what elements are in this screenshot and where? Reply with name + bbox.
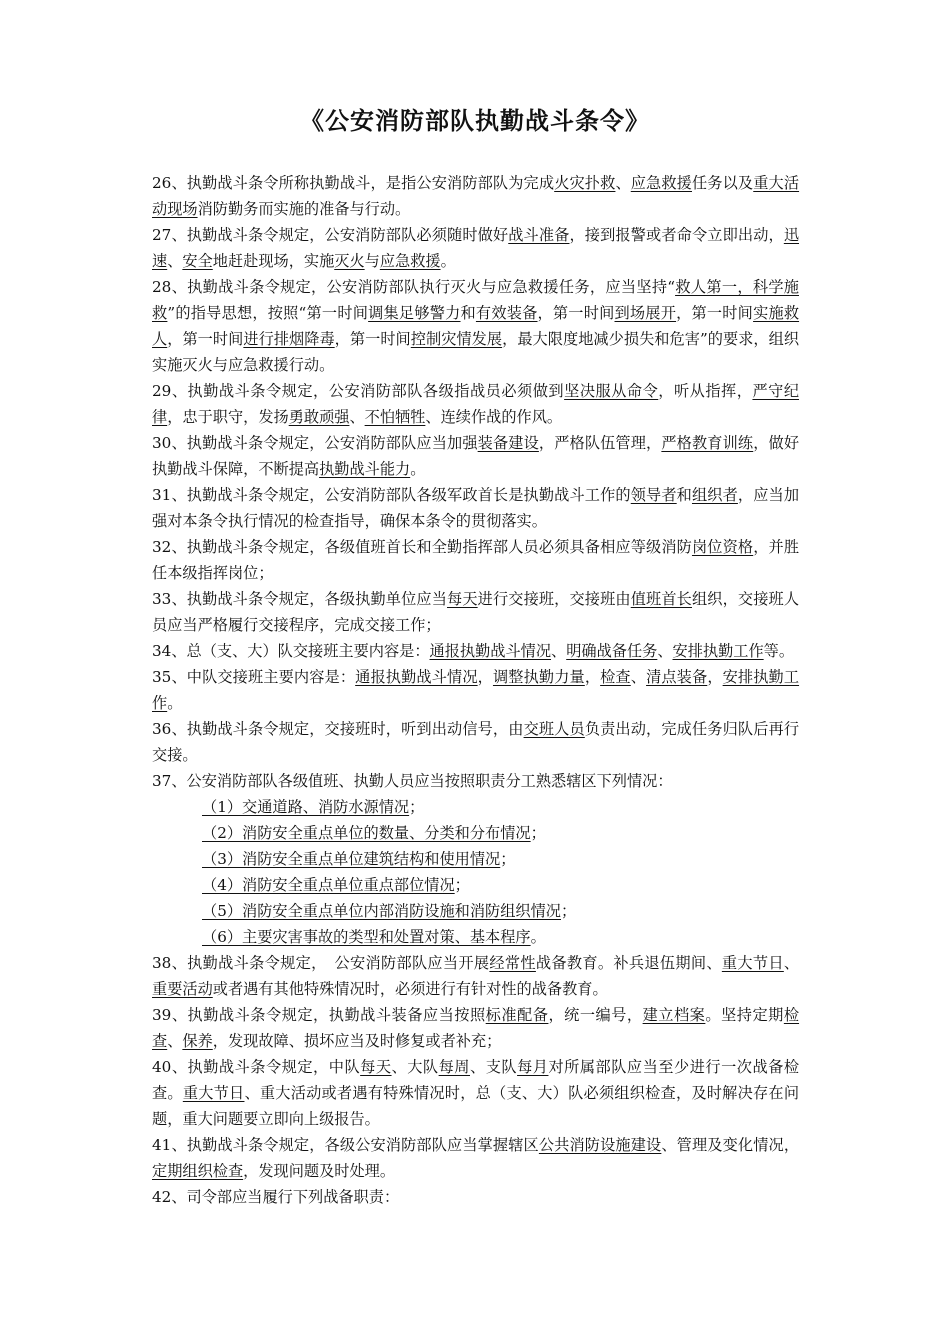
underlined-term: 装备建设 bbox=[477, 434, 539, 452]
text-run: 38、执勤战斗条令规定， 公安消防部队应当开展 bbox=[152, 954, 490, 972]
underlined-term: 重大活动现场 bbox=[152, 174, 800, 218]
text-run: 37、公安消防部队各级值班、执勤人员应当按照职责分工熟悉辖区下列情况： bbox=[152, 772, 673, 790]
sub-item-list bbox=[152, 794, 799, 950]
underlined-term: 安排执勤工作 bbox=[672, 642, 764, 660]
text-run: ， bbox=[707, 668, 723, 686]
text-run: ， bbox=[477, 668, 493, 686]
text-run: 或者遇有其他特殊情况时，必须进行有针对性的战备教育。 bbox=[212, 980, 608, 998]
paragraph-p35 bbox=[152, 664, 799, 716]
text-run: 、 bbox=[630, 668, 647, 686]
underlined-term: 每周 bbox=[438, 1058, 470, 1076]
underlined-term: 通报执勤战斗情况 bbox=[429, 642, 552, 660]
paragraph-p29 bbox=[152, 378, 799, 430]
text-run: 等。 bbox=[763, 642, 795, 660]
document-body bbox=[152, 170, 799, 1210]
underlined-term: 交班人员 bbox=[523, 720, 585, 738]
text-run: 40、执勤战斗条令规定，中队 bbox=[152, 1058, 361, 1076]
text-run: ，忠于职守，发扬 bbox=[167, 408, 289, 426]
underlined-term: 值班首长 bbox=[630, 590, 692, 608]
text-run: 进行交接班，交接班由 bbox=[477, 590, 631, 608]
underlined-term: （6）主要灾害事故的类型和处置对策、基本程序 bbox=[202, 928, 531, 946]
text-run: 33、执勤战斗条令规定，各级执勤单位应当 bbox=[152, 590, 448, 608]
underlined-term: 不怕牺牲 bbox=[364, 408, 426, 426]
text-run: 、 bbox=[615, 174, 631, 192]
underlined-term: 救人第一，科学施救 bbox=[152, 278, 799, 322]
paragraph-p38 bbox=[152, 950, 799, 1002]
text-run: 、管理及变化情况， bbox=[661, 1136, 800, 1154]
underlined-term: 标准配备 bbox=[485, 1006, 549, 1024]
text-run: 41、执勤战斗条令规定，各级公安消防部队应当掌握辖区 bbox=[152, 1136, 539, 1154]
underlined-term: 重要活动 bbox=[152, 980, 213, 998]
text-run: ，第一时间 bbox=[167, 330, 244, 348]
underlined-term: 每天 bbox=[447, 590, 478, 608]
underlined-term: 严守纪律 bbox=[152, 382, 800, 426]
underlined-term: （3）消防安全重点单位建筑结构和使用情况 bbox=[202, 850, 501, 868]
text-run: 消防勤务而实施的准备与行动。 bbox=[197, 200, 411, 218]
text-run: ，发现故障、损坏应当及时修复或者补充； bbox=[212, 1032, 502, 1050]
paragraph-p26 bbox=[152, 170, 799, 222]
paragraph-p27 bbox=[152, 222, 799, 274]
paragraph-p30 bbox=[152, 430, 799, 482]
text-run: ，应当加强对本条令执行情况的检查指导，确保本条令的贯彻落实。 bbox=[152, 486, 800, 530]
text-run: ，统一编号， bbox=[548, 1006, 643, 1024]
paragraph-p36 bbox=[152, 716, 799, 768]
underlined-term: （4）消防安全重点单位重点部位情况 bbox=[202, 876, 455, 894]
underlined-term: 重大节日 bbox=[721, 954, 784, 972]
text-run: ，接到报警或者命令立即出动， bbox=[569, 226, 784, 244]
text-run: 30、执勤战斗条令规定，公安消防部队应当加强 bbox=[152, 434, 478, 452]
underlined-term: 到场展开 bbox=[614, 304, 677, 322]
paragraph-p37 bbox=[152, 768, 799, 794]
paragraph-p31 bbox=[152, 482, 799, 534]
text-run: 27、执勤战斗条令规定，公安消防部队必须随时做好 bbox=[152, 226, 509, 244]
paragraph-p42 bbox=[152, 1184, 799, 1210]
underlined-term: 清点装备 bbox=[646, 668, 708, 686]
underlined-term: 灭火 bbox=[334, 252, 365, 270]
underlined-term: 实施救人 bbox=[152, 304, 800, 348]
text-run: ； bbox=[530, 824, 546, 842]
underlined-term: （1）交通道路、消防水源情况 bbox=[202, 798, 410, 816]
underlined-term: （2）消防安全重点单位的数量、分类和分布情况 bbox=[202, 824, 531, 842]
text-run: 28、执勤战斗条令规定，公安消防部队执行灭火与应急救援任务，应当坚持“ bbox=[152, 278, 676, 296]
text-run: 组织，交接班人员应当严格履行交接程序，完成交接工作； bbox=[152, 590, 800, 634]
underlined-term: 领导者 bbox=[630, 486, 677, 504]
sub-item bbox=[152, 846, 799, 872]
paragraph-p34 bbox=[152, 638, 799, 664]
paragraph-p28 bbox=[152, 274, 799, 378]
text-run: 、支队 bbox=[470, 1058, 518, 1076]
text-run: 与 bbox=[364, 252, 380, 270]
underlined-term: 战斗准备 bbox=[508, 226, 570, 244]
underlined-term: 重大节日 bbox=[182, 1084, 245, 1102]
paragraphs-before bbox=[152, 170, 799, 794]
underlined-term: 安排执勤工作 bbox=[152, 668, 800, 712]
underlined-term: 调整执勤力量 bbox=[492, 668, 585, 686]
text-run: 负责出动，完成任务归队后再行交接。 bbox=[152, 720, 800, 764]
underlined-term: 每月 bbox=[517, 1058, 549, 1076]
text-run: 、 bbox=[349, 408, 365, 426]
underlined-term: （5）消防安全重点单位内部消防设施和消防组织情况 bbox=[202, 902, 561, 920]
underlined-term: 有效装备 bbox=[475, 304, 538, 322]
text-run: 、连续作战的作风。 bbox=[425, 408, 563, 426]
underlined-term: 进行排烟降毒 bbox=[243, 330, 335, 348]
underlined-term: 应急救援 bbox=[630, 174, 692, 192]
text-run: 、 bbox=[783, 954, 800, 972]
underlined-term: 明确战备任务 bbox=[566, 642, 658, 660]
text-run: 、 bbox=[167, 252, 183, 270]
text-run: 26、执勤战斗条令所称执勤战斗，是指公安消防部队为完成 bbox=[152, 174, 555, 192]
text-run: ”的指导思想，按照“第一时间 bbox=[167, 304, 369, 322]
text-run: 、大队 bbox=[391, 1058, 439, 1076]
text-run: 对所属部队应当至少进行一次战备检查。 bbox=[152, 1058, 800, 1102]
text-run: ，第一时间 bbox=[676, 304, 754, 322]
text-run: 地赶赴现场，实施 bbox=[212, 252, 335, 270]
text-run: 、重大活动或者遇有特殊情况时，总（支、大）队必须组织检查，及时解决存在问题，重大问题要立即向上级报告。 bbox=[152, 1084, 800, 1128]
paragraph-p40 bbox=[152, 1054, 799, 1132]
text-run: ； bbox=[454, 876, 470, 894]
text-run: 31、执勤战斗条令规定，公安消防部队各级军政首长是执勤战斗工作的 bbox=[152, 486, 631, 504]
underlined-term: 火灾扑救 bbox=[554, 174, 616, 192]
text-run: ； bbox=[560, 902, 577, 920]
underlined-term: 应急救援 bbox=[379, 252, 441, 270]
underlined-term: 调集足够警力 bbox=[368, 304, 461, 322]
text-run: ，做好执勤战斗保障，不断提高 bbox=[152, 434, 800, 478]
paragraph-p41 bbox=[152, 1132, 799, 1184]
text-run: 39、执勤战斗条令规定，执勤战斗装备应当按照 bbox=[152, 1006, 486, 1024]
underlined-term: 公共消防设施建设 bbox=[538, 1136, 662, 1154]
text-run: 和 bbox=[460, 304, 476, 322]
text-run: 。 bbox=[440, 252, 456, 270]
text-run: 。 bbox=[410, 460, 426, 478]
text-run: ，第一时间 bbox=[334, 330, 411, 348]
paragraph-p32 bbox=[152, 534, 799, 586]
text-run: 29、执勤战斗条令规定，公安消防部队各级指战员必须做到 bbox=[152, 382, 565, 400]
text-run: 和 bbox=[676, 486, 692, 504]
underlined-term: 执勤战斗能力 bbox=[319, 460, 411, 478]
text-run: ，严格队伍管理， bbox=[538, 434, 662, 452]
underlined-term: 勇敢顽强 bbox=[288, 408, 350, 426]
underlined-term: 定期组织检查 bbox=[152, 1162, 244, 1180]
underlined-term: 经常性 bbox=[489, 954, 536, 972]
sub-item bbox=[152, 924, 799, 950]
paragraphs-after bbox=[152, 950, 799, 1210]
underlined-term: 岗位资格 bbox=[691, 538, 754, 556]
underlined-term: 通报执勤战斗情况 bbox=[355, 668, 478, 686]
text-run: 35、中队交接班主要内容是： bbox=[152, 668, 356, 686]
paragraph-p39 bbox=[152, 1002, 799, 1054]
sub-item bbox=[152, 820, 799, 846]
text-run: 、 bbox=[657, 642, 673, 660]
text-run: 。 bbox=[530, 928, 546, 946]
paragraph-p33 bbox=[152, 586, 799, 638]
underlined-term: 每天 bbox=[360, 1058, 392, 1076]
text-run: ； bbox=[409, 798, 425, 816]
sub-item bbox=[152, 872, 799, 898]
underlined-term: 坚决服从命令 bbox=[564, 382, 659, 400]
text-run: 32、执勤战斗条令规定，各级值班首长和全勤指挥部人员必须具备相应等级消防 bbox=[152, 538, 692, 556]
text-run: 。 bbox=[167, 694, 183, 712]
underlined-term: 迅速 bbox=[152, 226, 800, 270]
underlined-term: 组织者 bbox=[691, 486, 738, 504]
text-run: ； bbox=[500, 850, 516, 868]
text-run: ， bbox=[584, 668, 601, 686]
underlined-term: 安全 bbox=[182, 252, 213, 270]
underlined-term: 控制灾情发展 bbox=[410, 330, 503, 348]
underlined-term: 检查 bbox=[600, 668, 631, 686]
text-run: 34、总（支、大）队交接班主要内容是： bbox=[152, 642, 430, 660]
text-run: ，发现问题及时处理。 bbox=[243, 1162, 395, 1180]
text-run: ，听从指挥， bbox=[658, 382, 753, 400]
text-run: ，第一时间 bbox=[537, 304, 615, 322]
text-run: 、 bbox=[167, 1032, 183, 1050]
sub-item bbox=[152, 794, 799, 820]
text-run: 。坚持定期 bbox=[705, 1006, 784, 1024]
text-run: ，并胜任本级指挥岗位； bbox=[152, 538, 800, 582]
text-run: 、 bbox=[551, 642, 567, 660]
text-run: 战备教育。补兵退伍期间、 bbox=[535, 954, 722, 972]
document-title: 《公安消防部队执勤战斗条令》 bbox=[300, 107, 650, 135]
underlined-term: 严格教育训练 bbox=[661, 434, 754, 452]
underlined-term: 检查 bbox=[152, 1006, 800, 1050]
text-run: ，最大限度地减少损失和危害”的要求，组织实施灭火与应急救援行动。 bbox=[152, 330, 800, 374]
text-run: 42、司令部应当履行下列战备职责： bbox=[152, 1188, 400, 1206]
underlined-term: 建立档案 bbox=[642, 1006, 706, 1024]
sub-item bbox=[152, 898, 799, 924]
underlined-term: 保养 bbox=[182, 1032, 213, 1050]
text-run: 36、执勤战斗条令规定，交接班时，听到出动信号，由 bbox=[152, 720, 524, 738]
text-run: 任务以及 bbox=[692, 174, 754, 192]
